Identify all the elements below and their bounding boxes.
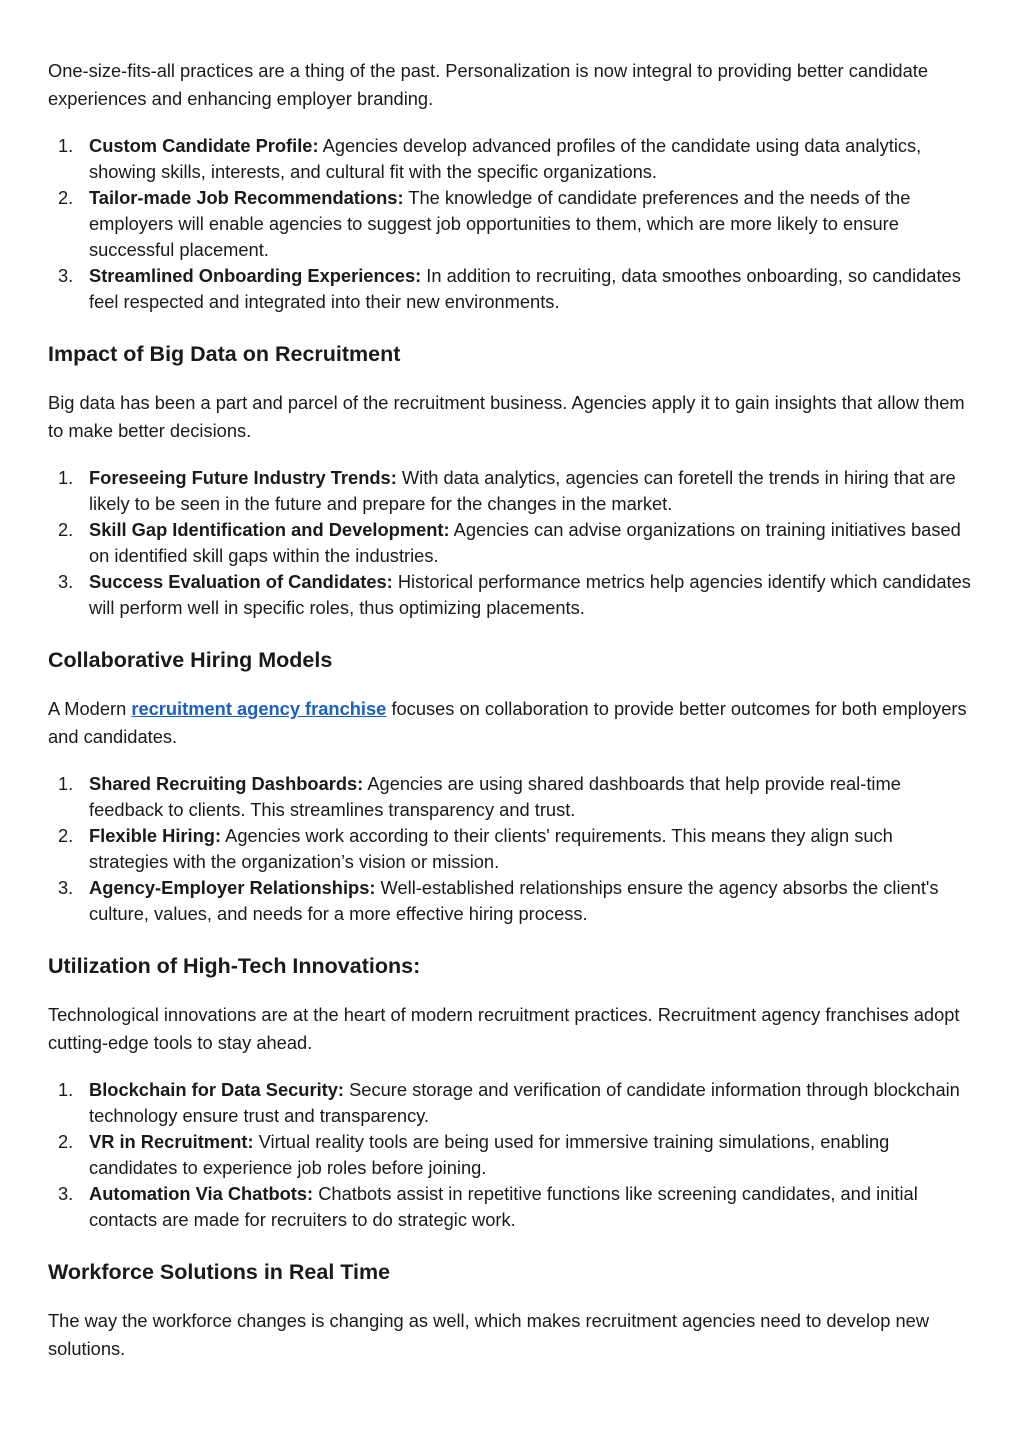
section-paragraph: Big data has been a part and parcel of the recruitment business. Agencies apply it to gain insights that allow them to make better decisions. xyxy=(48,392,965,441)
item-number: 2. xyxy=(58,825,74,846)
item-text: Agencies are using shared dashboards that help provide real-time feedback to clients. This streamlines transparency and trust. xyxy=(89,773,901,820)
item-number: 2. xyxy=(58,187,74,208)
section-paragraph: Technological innovations are at the heart of modern recruitment practices. Recruitment agency franchises adopt cutting-edge tools to stay ahead. xyxy=(48,1004,960,1053)
item-title: Shared Recruiting Dashboards: xyxy=(89,773,364,794)
item-title: Success Evaluation of Candidates: xyxy=(89,571,393,592)
section-heading-workforce: Workforce Solutions in Real Time xyxy=(48,1260,391,1284)
item-title: Agency-Employer Relationships: xyxy=(89,877,376,898)
item-number: 2. xyxy=(58,1131,74,1152)
item-text: The knowledge of candidate preferences and the needs of the employers will enable agencies to suggest job opportunities to them, which are more likely to ensure successful placement. xyxy=(89,187,911,260)
item-title: VR in Recruitment: xyxy=(89,1131,254,1152)
item-text: Agencies can advise organizations on training initiatives based on identified skill gaps within the industries. xyxy=(89,519,961,566)
item-number: 1. xyxy=(58,1079,74,1100)
item-title: Skill Gap Identification and Development: xyxy=(89,519,450,540)
section-paragraph xyxy=(48,695,976,751)
paragraph-text: focuses on collaboration to provide better outcomes for both employers and candidates. xyxy=(48,698,967,747)
recruitment-agency-franchise-link[interactable]: recruitment agency franchise xyxy=(131,698,387,719)
item-title: Foreseeing Future Industry Trends: xyxy=(89,467,397,488)
section-heading-collaborative: Collaborative Hiring Models xyxy=(48,648,333,672)
item-number: 3. xyxy=(58,1183,74,1204)
list-item xyxy=(48,875,976,927)
item-title: Streamlined Onboarding Experiences: xyxy=(89,265,422,286)
list-item xyxy=(48,133,976,185)
item-number: 2. xyxy=(58,519,74,540)
item-number: 1. xyxy=(58,135,74,156)
list-item xyxy=(48,465,976,517)
list-item xyxy=(48,569,976,621)
personalization-list xyxy=(48,133,976,315)
item-title: Custom Candidate Profile: xyxy=(89,135,319,156)
intro-paragraph: One-size-fits-all practices are a thing of the past. Personalization is now integral to providing better candidate experiences and enhancing employer branding. xyxy=(48,60,928,109)
collaborative-list xyxy=(48,771,976,927)
list-item xyxy=(48,1129,976,1181)
section-heading-big-data: Impact of Big Data on Recruitment xyxy=(48,342,401,366)
list-item xyxy=(48,263,976,315)
item-text: Chatbots assist in repetitive functions like screening candidates, and initial contacts are made for recruiters to do strategic work. xyxy=(89,1183,918,1230)
item-title: Tailor-made Job Recommendations: xyxy=(89,187,404,208)
item-title: Automation Via Chatbots: xyxy=(89,1183,314,1204)
item-text: Secure storage and verification of candidate information through blockchain technology ensure trust and transparency. xyxy=(89,1079,960,1126)
item-text: Historical performance metrics help agencies identify which candidates will perform well in specific roles, thus optimizing placements. xyxy=(89,571,971,618)
item-number: 1. xyxy=(58,773,74,794)
list-item xyxy=(48,1181,976,1233)
item-title: Flexible Hiring: xyxy=(89,825,222,846)
paragraph-text: A Modern xyxy=(48,698,132,719)
item-text: In addition to recruiting, data smoothes onboarding, so candidates feel respected and integrated into their new environments. xyxy=(89,265,961,312)
item-number: 3. xyxy=(58,571,74,592)
item-text: Agencies work according to their clients' requirements. This means they align such strategies with the organization’s vision or mission. xyxy=(89,825,893,872)
list-item xyxy=(48,823,976,875)
item-number: 3. xyxy=(58,265,74,286)
high-tech-list xyxy=(48,1077,976,1233)
list-item xyxy=(48,185,976,263)
big-data-list xyxy=(48,465,976,621)
list-item xyxy=(48,771,976,823)
list-item xyxy=(48,1077,976,1129)
list-item xyxy=(48,517,976,569)
item-number: 1. xyxy=(58,467,74,488)
item-text: Well-established relationships ensure the agency absorbs the client's culture, values, and needs for a more effective hiring process. xyxy=(89,877,939,924)
item-text: Virtual reality tools are being used for immersive training simulations, enabling candidates to experience job roles before joining. xyxy=(89,1131,890,1178)
item-text: With data analytics, agencies can foretell the trends in hiring that are likely to be seen in the future and prepare for the changes in the market. xyxy=(89,467,956,514)
item-text: Agencies develop advanced profiles of the candidate using data analytics, showing skills, interests, and cultural fit with the specific organizations. xyxy=(89,135,922,182)
item-number: 3. xyxy=(58,877,74,898)
section-heading-high-tech: Utilization of High-Tech Innovations: xyxy=(48,954,421,978)
item-title: Blockchain for Data Security: xyxy=(89,1079,344,1100)
section-paragraph: The way the workforce changes is changing as well, which makes recruitment agencies need to develop new solutions. xyxy=(48,1310,930,1359)
